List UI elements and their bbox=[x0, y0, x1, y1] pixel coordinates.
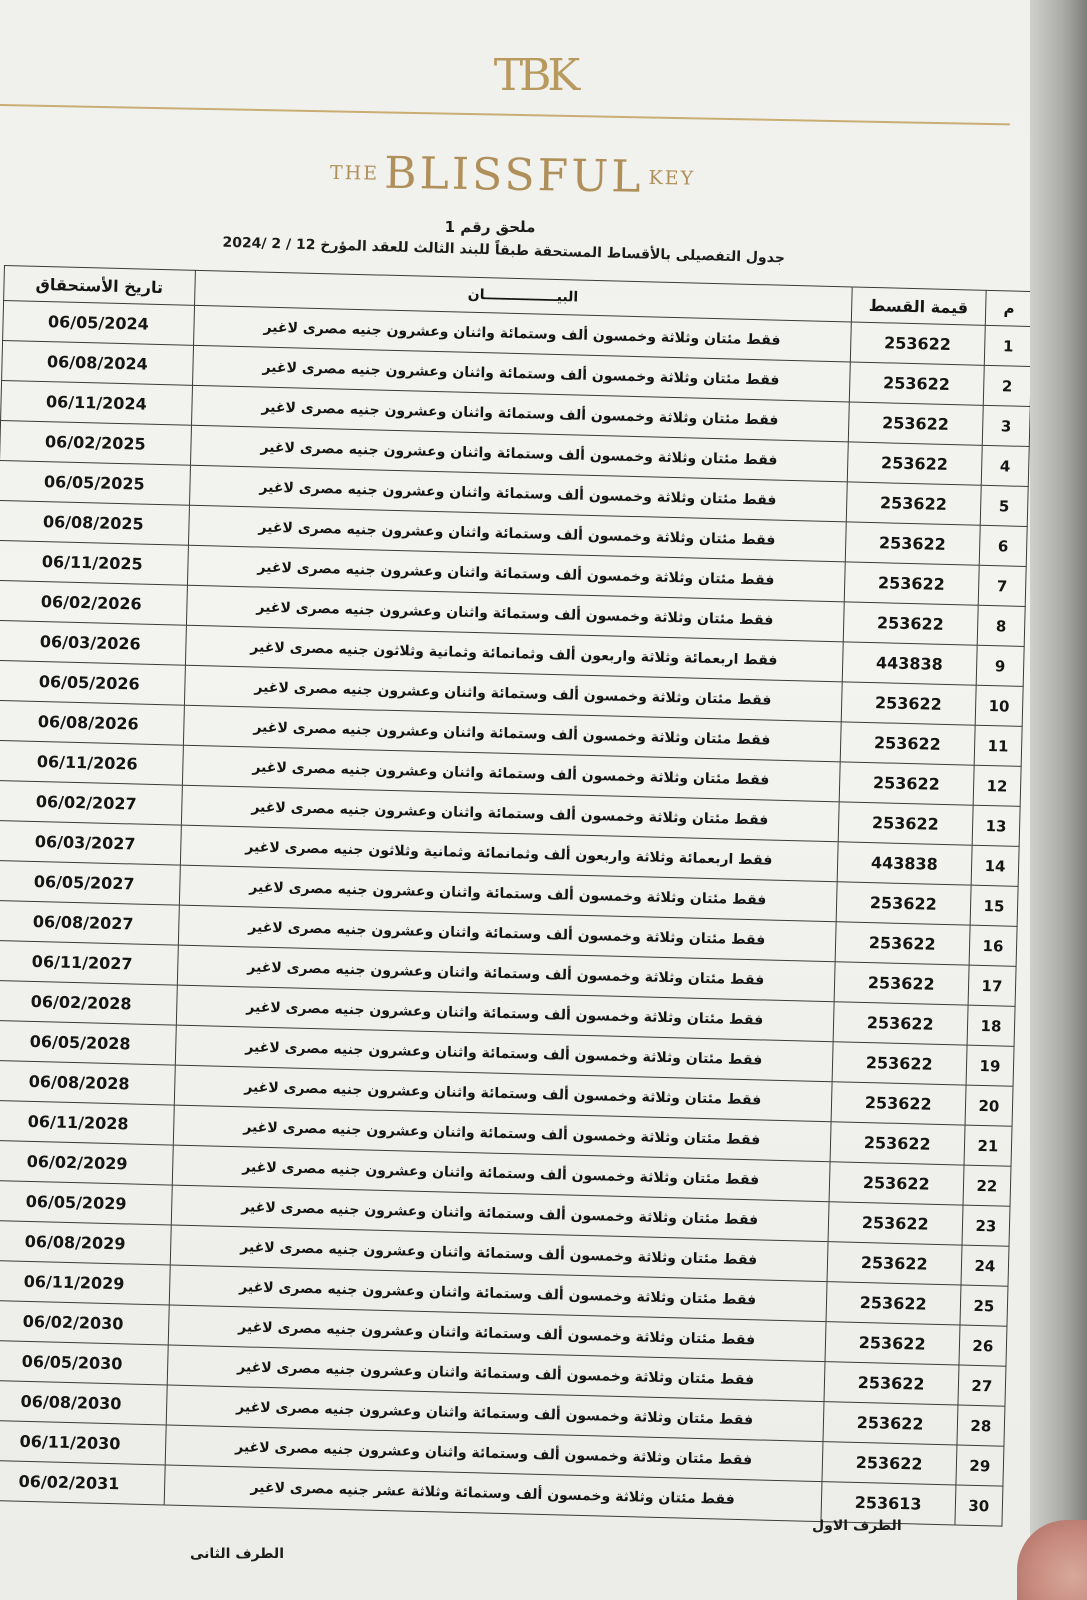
number-cell: 14 bbox=[971, 845, 1019, 886]
description-cell: فقط مئتان وثلاثة وخمسون ألف وستمائة واثنان وعشرون جنيه مصرى لاغير bbox=[191, 385, 849, 442]
brand-key: KEY bbox=[648, 166, 696, 190]
schedule-subtitle: جدول التفصيلى بالأقساط المستحقة طبقاً للبند الثالث للعقد المؤرخ 12 / 2 /2024 bbox=[222, 234, 786, 267]
number-cell: 21 bbox=[964, 1125, 1012, 1166]
amount-cell: 253622 bbox=[829, 1162, 964, 1205]
number-cell: 28 bbox=[957, 1405, 1005, 1446]
due-date-cell: 06/11/2028 bbox=[0, 1100, 174, 1145]
description-cell: فقط مئتان وثلاثة وخمسون ألف وستمائة واثنان وعشرون جنيه مصرى لاغير bbox=[171, 1185, 829, 1242]
due-date-cell: 06/11/2026 bbox=[0, 740, 183, 785]
due-date-cell: 06/05/2027 bbox=[0, 860, 180, 905]
gold-divider bbox=[0, 104, 1010, 125]
due-date-cell: 06/11/2024 bbox=[1, 380, 193, 425]
page-edge-shadow bbox=[1030, 0, 1087, 1600]
due-date-cell: 06/02/2030 bbox=[0, 1300, 169, 1345]
description-cell: فقط مئتان وثلاثة وخمسون ألف وستمائة واثنان وعشرون جنيه مصرى لاغير bbox=[165, 1425, 823, 1482]
number-cell: 9 bbox=[976, 645, 1024, 686]
amount-cell: 253622 bbox=[848, 402, 983, 445]
amount-cell: 253622 bbox=[823, 1402, 958, 1445]
description-cell: فقط مئتان وثلاثة وخمسون ألف وستمائة واثنان وعشرون جنيه مصرى لاغير bbox=[188, 505, 846, 562]
second-party-label: الطرف الثانى bbox=[190, 1546, 284, 1562]
amount-cell: 253622 bbox=[834, 962, 969, 1005]
amount-cell: 443838 bbox=[837, 842, 972, 885]
installments-table-wrapper bbox=[0, 265, 1030, 1527]
amount-cell: 253622 bbox=[845, 522, 980, 565]
number-cell: 27 bbox=[958, 1365, 1006, 1406]
amount-cell: 253613 bbox=[821, 1482, 956, 1525]
number-cell: 3 bbox=[982, 405, 1030, 446]
header-due-date: تاريخ الأستحقاق bbox=[4, 266, 195, 306]
description-cell: فقط مئتان وثلاثة وخمسون ألف وستمائة واثنان وعشرون جنيه مصرى لاغير bbox=[178, 905, 836, 962]
amount-cell: 253622 bbox=[835, 922, 970, 965]
due-date-cell: 06/11/2030 bbox=[0, 1420, 166, 1465]
due-date-cell: 06/05/2026 bbox=[0, 660, 185, 705]
due-date-cell: 06/02/2031 bbox=[0, 1460, 165, 1505]
amount-cell: 253622 bbox=[850, 322, 985, 365]
description-cell: فقط مئتان وثلاثة وخمسون ألف وستمائة واثنان وعشرون جنيه مصرى لاغير bbox=[170, 1225, 828, 1282]
number-cell: 26 bbox=[959, 1325, 1007, 1366]
description-cell: فقط مئتان وثلاثة وخمسون ألف وستمائة واثنان وعشرون جنيه مصرى لاغير bbox=[174, 1065, 832, 1122]
amount-cell: 253622 bbox=[832, 1042, 967, 1085]
due-date-cell: 06/08/2026 bbox=[0, 700, 184, 745]
installments-table bbox=[0, 265, 1030, 1527]
description-cell: فقط مئتان وثلاثة وخمسون ألف وستمائة واثنان وعشرون جنيه مصرى لاغير bbox=[176, 985, 834, 1042]
amount-cell: 253622 bbox=[831, 1082, 966, 1125]
description-cell: فقط مئتان وثلاثة وخمسون ألف وستمائة واثنان وعشرون جنيه مصرى لاغير bbox=[166, 1385, 824, 1442]
amount-cell: 443838 bbox=[842, 642, 977, 685]
description-cell: فقط اربعمائة وثلاثة واربعون ألف وثمانمائة وثمانية وثلاثون جنيه مصرى لاغير bbox=[180, 825, 838, 882]
due-date-cell: 06/08/2028 bbox=[0, 1060, 175, 1105]
number-cell: 29 bbox=[956, 1445, 1004, 1486]
first-party-label: الطرف الاول bbox=[812, 1518, 902, 1534]
description-cell: فقط مئتان وثلاثة وخمسون ألف وستمائة واثنان وعشرون جنيه مصرى لاغير bbox=[186, 585, 844, 642]
number-cell: 2 bbox=[983, 365, 1030, 406]
due-date-cell: 06/05/2024 bbox=[3, 301, 195, 346]
number-cell: 11 bbox=[974, 725, 1022, 766]
description-cell: فقط مئتان وثلاثة وخمسون ألف وستمائة واثنان وعشرون جنيه مصرى لاغير bbox=[177, 945, 835, 1002]
description-cell: فقط مئتان وثلاثة وخمسون ألف وستمائة واثنان وعشرون جنيه مصرى لاغير bbox=[193, 305, 851, 362]
number-cell: 24 bbox=[961, 1245, 1009, 1286]
number-cell: 15 bbox=[970, 885, 1018, 926]
amount-cell: 253622 bbox=[827, 1242, 962, 1285]
brand-blissful: BLISSFUL bbox=[383, 147, 644, 203]
amount-cell: 253622 bbox=[836, 882, 971, 925]
description-cell: فقط مئتان وثلاثة وخمسون ألف وستمائة واثنان وعشرون جنيه مصرى لاغير bbox=[173, 1105, 831, 1162]
number-cell: 4 bbox=[981, 445, 1029, 486]
number-cell: 12 bbox=[973, 765, 1021, 806]
description-cell: فقط مئتان وثلاثة وخمسون ألف وستمائة واثنان وعشرون جنيه مصرى لاغير bbox=[181, 785, 839, 842]
amount-cell: 253622 bbox=[849, 362, 984, 405]
description-cell: فقط مئتان وثلاثة وخمسون ألف وستمائة وثلاثة عشر جنيه مصرى لاغير bbox=[164, 1465, 822, 1522]
due-date-cell: 06/11/2027 bbox=[0, 940, 178, 985]
amount-cell: 253622 bbox=[838, 802, 973, 845]
due-date-cell: 06/03/2026 bbox=[0, 620, 186, 665]
header-number: م bbox=[985, 290, 1030, 326]
description-cell: فقط مئتان وثلاثة وخمسون ألف وستمائة واثنان وعشرون جنيه مصرى لاغير bbox=[179, 865, 837, 922]
amount-cell: 253622 bbox=[844, 562, 979, 605]
amount-cell: 253622 bbox=[822, 1442, 957, 1485]
number-cell: 16 bbox=[969, 925, 1017, 966]
description-cell: فقط مئتان وثلاثة وخمسون ألف وستمائة واثنان وعشرون جنيه مصرى لاغير bbox=[184, 665, 842, 722]
header-amount: قيمة القسط bbox=[851, 287, 986, 325]
number-cell: 1 bbox=[984, 325, 1030, 366]
due-date-cell: 06/02/2025 bbox=[0, 420, 191, 465]
description-cell: فقط مئتان وثلاثة وخمسون ألف وستمائة واثنان وعشرون جنيه مصرى لاغير bbox=[189, 465, 847, 522]
annex-title: ملحق رقم 1 bbox=[444, 218, 536, 236]
due-date-cell: 06/08/2027 bbox=[0, 900, 179, 945]
due-date-cell: 06/02/2027 bbox=[0, 780, 182, 825]
number-cell: 25 bbox=[960, 1285, 1008, 1326]
number-cell: 30 bbox=[955, 1485, 1003, 1526]
description-cell: فقط مئتان وثلاثة وخمسون ألف وستمائة واثنان وعشرون جنيه مصرى لاغير bbox=[167, 1345, 825, 1402]
amount-cell: 253622 bbox=[825, 1322, 960, 1365]
amount-cell: 253622 bbox=[830, 1122, 965, 1165]
brand-the: THE bbox=[329, 161, 380, 185]
amount-cell: 253622 bbox=[839, 762, 974, 805]
number-cell: 6 bbox=[979, 525, 1027, 566]
description-cell: فقط مئتان وثلاثة وخمسون ألف وستمائة واثنان وعشرون جنيه مصرى لاغير bbox=[175, 1025, 833, 1082]
description-cell: فقط مئتان وثلاثة وخمسون ألف وستمائة واثنان وعشرون جنيه مصرى لاغير bbox=[187, 545, 845, 602]
number-cell: 22 bbox=[963, 1165, 1011, 1206]
tbk-logo: TBK bbox=[493, 50, 577, 101]
number-cell: 8 bbox=[977, 605, 1025, 646]
amount-cell: 253622 bbox=[840, 722, 975, 765]
due-date-cell: 06/05/2030 bbox=[0, 1340, 168, 1385]
number-cell: 10 bbox=[975, 685, 1023, 726]
description-cell: فقط مئتان وثلاثة وخمسون ألف وستمائة واثنان وعشرون جنيه مصرى لاغير bbox=[190, 425, 848, 482]
number-cell: 18 bbox=[967, 1005, 1015, 1046]
amount-cell: 253622 bbox=[824, 1362, 959, 1405]
amount-cell: 253622 bbox=[833, 1002, 968, 1045]
amount-cell: 253622 bbox=[828, 1202, 963, 1245]
amount-cell: 253622 bbox=[826, 1282, 961, 1325]
header-description: البيـــــــــــــــان bbox=[194, 270, 852, 322]
due-date-cell: 06/08/2030 bbox=[0, 1380, 167, 1425]
due-date-cell: 06/05/2029 bbox=[0, 1180, 172, 1225]
due-date-cell: 06/11/2025 bbox=[0, 540, 188, 585]
description-cell: فقط اربعمائة وثلاثة واربعون ألف وثمانمائة وثمانية وثلاثون جنيه مصرى لاغير bbox=[185, 625, 843, 682]
number-cell: 7 bbox=[978, 565, 1026, 606]
due-date-cell: 06/08/2025 bbox=[0, 500, 189, 545]
brand-wordmark bbox=[330, 147, 731, 204]
due-date-cell: 06/02/2028 bbox=[0, 980, 177, 1025]
description-cell: فقط مئتان وثلاثة وخمسون ألف وستمائة واثنان وعشرون جنيه مصرى لاغير bbox=[182, 745, 840, 802]
description-cell: فقط مئتان وثلاثة وخمسون ألف وستمائة واثنان وعشرون جنيه مصرى لاغير bbox=[192, 345, 850, 402]
number-cell: 13 bbox=[972, 805, 1020, 846]
number-cell: 5 bbox=[980, 485, 1028, 526]
amount-cell: 253622 bbox=[846, 482, 981, 525]
amount-cell: 253622 bbox=[841, 682, 976, 725]
description-cell: فقط مئتان وثلاثة وخمسون ألف وستمائة واثنان وعشرون جنيه مصرى لاغير bbox=[172, 1145, 830, 1202]
number-cell: 23 bbox=[962, 1205, 1010, 1246]
due-date-cell: 06/08/2024 bbox=[2, 340, 194, 385]
number-cell: 19 bbox=[966, 1045, 1014, 1086]
due-date-cell: 06/05/2025 bbox=[0, 460, 190, 505]
amount-cell: 253622 bbox=[847, 442, 982, 485]
number-cell: 20 bbox=[965, 1085, 1013, 1126]
description-cell: فقط مئتان وثلاثة وخمسون ألف وستمائة واثنان وعشرون جنيه مصرى لاغير bbox=[183, 705, 841, 762]
due-date-cell: 06/11/2029 bbox=[0, 1260, 170, 1305]
due-date-cell: 06/08/2029 bbox=[0, 1220, 171, 1265]
due-date-cell: 06/05/2028 bbox=[0, 1020, 176, 1065]
table-body bbox=[0, 301, 1030, 1527]
due-date-cell: 06/02/2026 bbox=[0, 580, 187, 625]
number-cell: 17 bbox=[968, 965, 1016, 1006]
description-cell: فقط مئتان وثلاثة وخمسون ألف وستمائة واثنان وعشرون جنيه مصرى لاغير bbox=[168, 1305, 826, 1362]
amount-cell: 253622 bbox=[843, 602, 978, 645]
due-date-cell: 06/02/2029 bbox=[0, 1140, 173, 1185]
description-cell: فقط مئتان وثلاثة وخمسون ألف وستمائة واثنان وعشرون جنيه مصرى لاغير bbox=[169, 1265, 827, 1322]
due-date-cell: 06/03/2027 bbox=[0, 820, 181, 865]
